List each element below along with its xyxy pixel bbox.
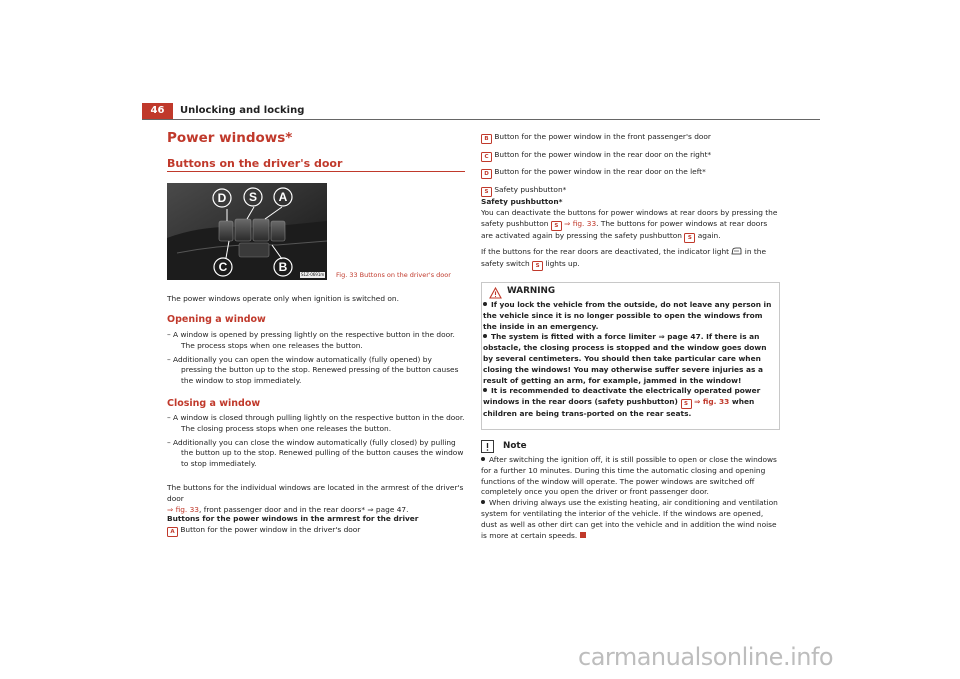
bullet-icon: [481, 500, 485, 504]
warning-item: [483, 386, 777, 420]
armrest-item-b: [481, 132, 781, 144]
key-a-icon: A: [167, 527, 178, 537]
armrest-item-a: [167, 525, 467, 537]
section-subtitle: Buttons on the driver's door: [167, 157, 343, 170]
subtitle-rule: [167, 171, 465, 172]
armrest-item-c: [481, 150, 781, 162]
door-buttons-figure: [167, 183, 327, 280]
armrest-item-text: Safety pushbutton*: [494, 184, 567, 194]
key-b-icon: B: [481, 134, 492, 144]
key-d-icon: D: [481, 169, 492, 179]
opening-list: [167, 330, 465, 387]
intro-text: The power windows operate only when ignition is switched on.: [167, 294, 399, 303]
armrest-item-s: [481, 185, 781, 197]
closing-heading: Closing a window: [167, 398, 261, 409]
end-of-section-mark: [580, 532, 586, 538]
warning-fig-link[interactable]: ⇒ fig. 33: [694, 397, 730, 407]
note-body: [481, 455, 781, 541]
note-item-text: When driving always use the existing heating, air conditioning and ventilation system for ventilating the interior of the vehicle. If the windows are opened, dust as well as other dirt can get into the vehicle and in addition the wind noise is more at certain speeds.: [481, 498, 778, 540]
armrest-item-d: [481, 167, 781, 179]
safety-p2-text: lights up.: [545, 258, 580, 268]
opening-item: – Additionally you can open the window automatically (fully opened) by pressing the button up to the stop. Renewed pressing of the button causes the window to stop immediately.: [167, 354, 459, 386]
note-item-text: After switching the ignition off, it is still possible to open or close the windows for a further 10 minutes. During this time the automatic closing and opening functions of the window will operate. The power windows are switched off completely once you open the driver or front passenger door.: [481, 455, 777, 497]
warning-item-text: It is recommended to deactivate the electrically operated power windows in the rear doors (safety pushbutton): [483, 386, 761, 407]
key-s-icon: S: [532, 261, 543, 271]
location-part2: , front passenger door and in the rear doors* ⇒ page 47.: [199, 504, 409, 514]
fig-label-b: B: [278, 260, 288, 274]
section-title: Power windows*: [167, 130, 293, 146]
page-number: 46: [150, 105, 165, 116]
location-text: [167, 483, 467, 515]
bullet-icon: [483, 388, 487, 392]
safety-p1-text: . The buttons for power windows at rear doors are activated again by pressing the safety pushbutton: [481, 218, 768, 240]
closing-item: – Additionally you can close the window automatically (fully closed) by pulling the button up to the stop. Renewed pulling of the button causes the window to stop immediately.: [167, 437, 464, 469]
armrest-item-text: Button for the power window in the driver's door: [180, 525, 361, 534]
running-title: Unlocking and locking: [180, 105, 305, 116]
watermark: carmanualsonline.info: [578, 643, 834, 671]
closing-list: [167, 413, 465, 470]
fig-label-s: S: [248, 190, 258, 204]
key-s-icon: S: [551, 221, 562, 231]
armrest-item-text: Button for the power window in the front passenger's door: [494, 132, 711, 141]
bullet-icon: [483, 334, 487, 338]
key-s-icon: S: [481, 187, 492, 197]
note-title: Note: [503, 441, 527, 451]
warning-title: WARNING: [507, 286, 556, 296]
safety-paragraph-1: [481, 208, 781, 243]
warning-item-text: when children are being trans-ported on the rear seats.: [483, 397, 755, 419]
fig-label-a: A: [278, 190, 288, 204]
armrest-list-continued: [481, 132, 781, 197]
safety-p1-text: You can deactivate the buttons for power windows at rear doors by pressing the safety pushbutton: [481, 208, 778, 228]
bullet-icon: [483, 302, 487, 306]
warning-item: [483, 332, 777, 386]
warning-item-text: If you lock the vehicle from the outside, do not leave any person in the vehicle since it is no longer possible to open the windows from the inside in an emergency.: [483, 300, 772, 331]
opening-item: – A window is opened by pressing lightly on the respective button in the door. The process stops when one releases the button.: [167, 330, 455, 350]
warning-item-text: The system is fitted with a force limiter ⇒ page 47. If there is an obstacle, the closing process is stopped and the window goes down by several centimeters. You should then take particular care when closing the windows! You may otherwise suffer severe injuries as a result of getting an arm, for example, jammed in the window!: [483, 332, 767, 385]
figure-ref-code: S1Z-0691m: [301, 272, 325, 277]
safety-p2-text: If the buttons for the rear doors are deactivated, the indicator light: [481, 247, 730, 256]
closing-item: – A window is closed through pulling lightly on the respective button in the door. The closing process stops when one releases the button.: [167, 413, 465, 433]
warning-item: [483, 300, 777, 332]
key-c-icon: C: [481, 152, 492, 162]
key-s-icon: S: [684, 233, 695, 243]
fig-label-c: C: [218, 260, 228, 274]
note-item: [481, 455, 781, 498]
key-s-icon: S: [681, 399, 692, 409]
safety-heading: Safety pushbutton*: [481, 197, 563, 206]
fig-label-d: D: [217, 191, 227, 205]
armrest-item-text: Button for the power window in the rear door on the right*: [494, 149, 712, 159]
bullet-icon: [481, 457, 485, 461]
location-arrow: ⇒: [167, 504, 174, 514]
safety-fig-link[interactable]: ⇒ fig. 33: [564, 218, 597, 228]
safety-paragraph-2: [481, 247, 781, 271]
safety-p2-text: in the safety switch: [481, 247, 766, 268]
location-fig-link[interactable]: fig. 33: [175, 504, 200, 514]
header-rule: [142, 119, 820, 120]
safety-p1-text: again.: [697, 230, 721, 240]
figure-caption: Fig. 33 Buttons on the driver's door: [336, 271, 451, 279]
opening-heading: Opening a window: [167, 314, 266, 325]
location-part1: The buttons for the individual windows are located in the armrest of the driver's door: [167, 483, 464, 503]
armrest-heading: Buttons for the power windows in the armrest for the driver: [167, 514, 419, 523]
note-item: [481, 498, 781, 541]
car-window-indicator-icon: [731, 247, 742, 259]
armrest-item-text: Button for the power window in the rear door on the left*: [494, 167, 706, 176]
warning-body: [483, 300, 777, 420]
